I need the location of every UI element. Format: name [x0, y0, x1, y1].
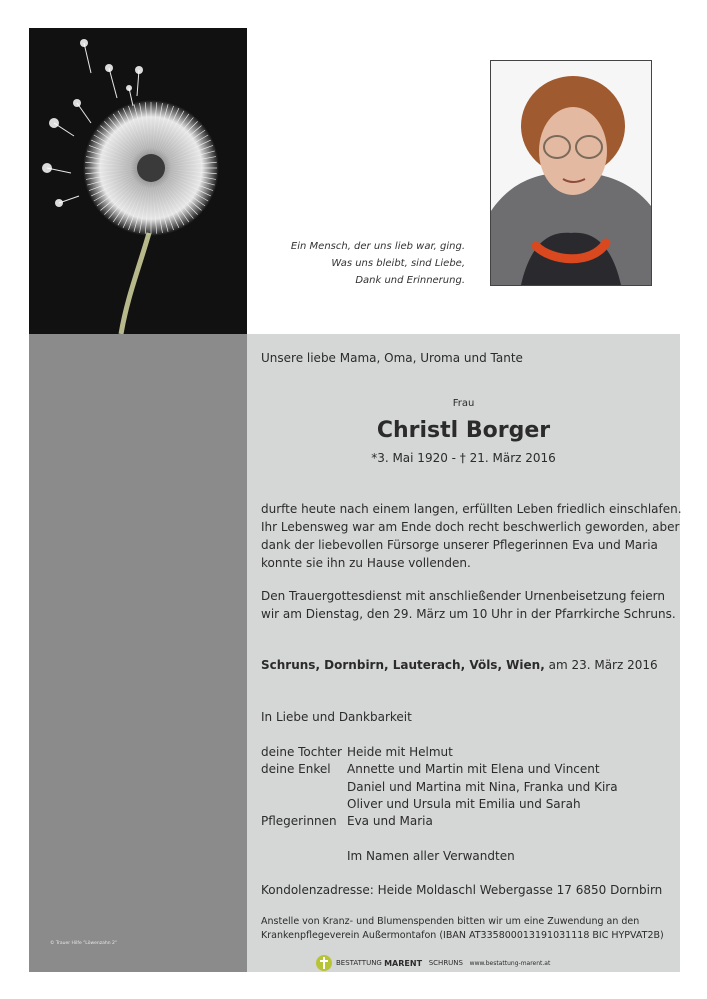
carers-label: Pflegerinnen	[261, 814, 337, 828]
announcement-date: am 23. März 2016	[544, 658, 658, 672]
condolence-address: Kondolenzadresse: Heide Moldaschl Webergasse 17 6850 Dornbirn	[261, 883, 663, 897]
daughter-name: Heide mit Helmut	[347, 745, 453, 759]
portrait-photo	[490, 60, 652, 286]
quote-line: Was uns bleibt, sind Liebe,	[331, 258, 465, 269]
places: Schruns, Dornbirn, Lauterach, Völs, Wien,	[261, 658, 545, 672]
cross-logo-icon	[316, 955, 332, 971]
grandchild-family: Oliver und Ursula mit Emilia und Sarah	[347, 797, 581, 811]
salutation: Frau	[452, 398, 475, 409]
announcement-paragraph	[261, 500, 682, 572]
donation-line: Anstelle von Kranz- und Blumenspenden bitten wir um eine Zuwendung an den	[261, 916, 640, 927]
intro-line: Unsere liebe Mama, Oma, Uroma und Tante	[261, 351, 523, 365]
quote-line: Dank und Erinnerung.	[355, 275, 465, 286]
brand-website: www.bestattung-marent.at	[469, 959, 551, 967]
daughter-label: deine Tochter	[261, 745, 342, 759]
paragraph-line: Den Trauergottesdienst mit anschließender Urnenbeisetzung feiern	[261, 589, 665, 603]
paragraph-line: konnte sie ihn zu Hause vollenden.	[261, 556, 471, 570]
relatives-line: Im Namen aller Verwandten	[347, 849, 515, 863]
quote-line: Ein Mensch, der uns lieb war, ging.	[290, 241, 465, 252]
memorial-quote	[291, 238, 465, 289]
grandchildren-label: deine Enkel	[261, 762, 331, 776]
funeral-home-footer	[316, 955, 550, 971]
paragraph-line: dank der liebevollen Fürsorge unserer Pflegerinnen Eva und Maria	[261, 538, 658, 552]
grandchild-family: Annette und Martin mit Elena und Vincent	[347, 762, 600, 776]
grey-side-strip	[29, 334, 247, 972]
brand-name: MARENT	[384, 958, 423, 968]
paragraph-line: Ihr Lebensweg war am Ende doch recht beschwerlich geworden, aber	[261, 520, 680, 534]
image-credit: © Trauer Hilfe "Löwenzahn 2"	[50, 941, 117, 946]
donation-line: Krankenpflegeverein Außermontafon (IBAN AT335800013191031118 BIC HYPVAT2B)	[261, 930, 664, 941]
paragraph-line: wir am Dienstag, den 29. März um 10 Uhr in der Pfarrkirche Schruns.	[261, 607, 676, 621]
grandchild-family: Daniel und Martina mit Nina, Franka und Kira	[347, 780, 618, 794]
life-dates: *3. Mai 1920 - † 21. März 2016	[371, 451, 556, 465]
carers-names: Eva und Maria	[347, 814, 433, 828]
closing-line: In Liebe und Dankbarkeit	[261, 710, 412, 724]
deceased-name: Christl Borger	[376, 418, 551, 443]
service-paragraph	[261, 587, 676, 623]
donation-note	[261, 915, 664, 943]
place-date-line	[261, 658, 658, 672]
brand-town: SCHRUNS	[428, 959, 463, 967]
brand-prefix: BESTATTUNG	[336, 959, 382, 967]
dandelion-image	[29, 28, 247, 334]
paragraph-line: durfte heute nach einem langen, erfüllten Leben friedlich einschlafen.	[261, 502, 682, 516]
